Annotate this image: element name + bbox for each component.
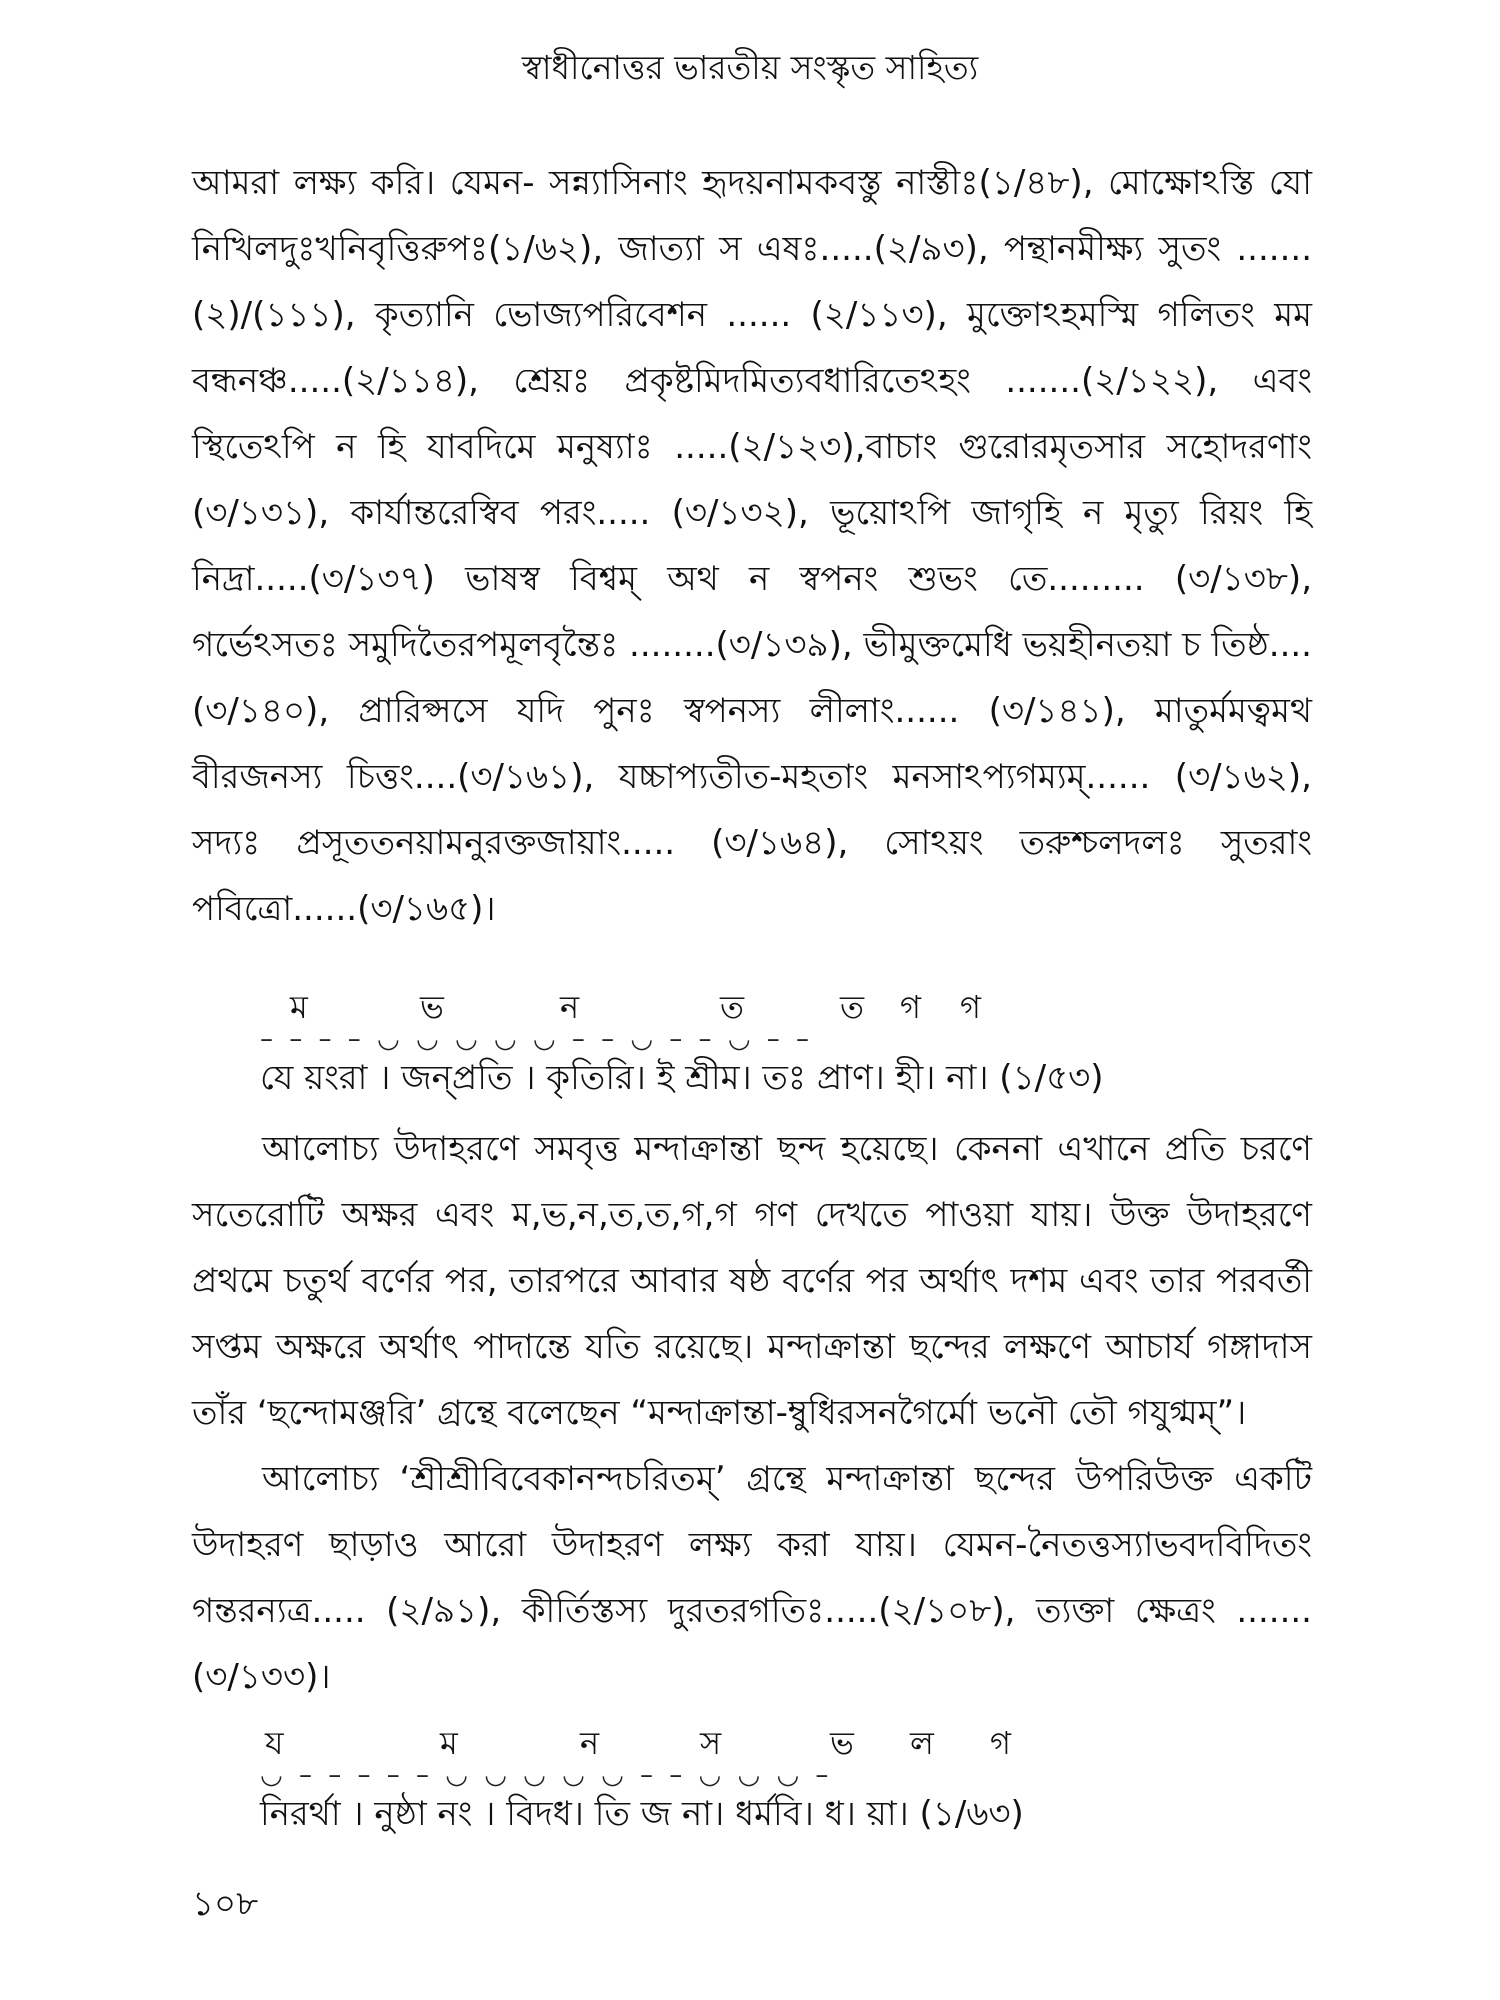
metrical-marks: – – – – ◡ ◡ ◡ ◡ ◡ – – ◡ – – ◡ – –	[260, 1024, 814, 1054]
gana-label: য	[265, 1724, 284, 1762]
running-header: স্বাধীনোত্তর ভারতীয় সংস্কৃত সাহিত্য	[521, 48, 979, 87]
gana-label: ত	[840, 988, 865, 1026]
gana-label: ভ	[830, 1724, 854, 1762]
analysis-body	[192, 1116, 1312, 1710]
gana-label: ল	[910, 1724, 934, 1762]
gana-label: গ	[960, 988, 981, 1026]
gana-labels	[260, 982, 1104, 1024]
paragraph-analysis: আলোচ্য উদাহরণে সমবৃত্ত মন্দাক্রান্তা ছন্দ হয়েছে। কেননা এখানে প্রতি চরণে সতেরোটি অক্ষর এবং ম,ভ,ন,ত,ত,গ,গ গণ দেখতে পাওয়া যায়। উক্ত উদাহরণে প্রথমে চতুর্থ বর্ণের পর, তারপরে আবার ষষ্ঠ বর্ণের পর অর্থাৎ দশম এবং তার পরবর্তী সপ্তম অক্ষরে অর্থাৎ পাদান্তে যতি রয়েছে। মন্দাক্রান্তা ছন্দের লক্ষণে আচার্য গঙ্গাদাস তাঁর ‘ছন্দোমঞ্জরি’ গ্রন্থে বলেছেন “মন্দাক্রান্তা-ম্বুধিরসনগৈর্মো ভনৌ তৌ গযুগ্মম্”।	[192, 1129, 1312, 1433]
gana-label: ন	[580, 1724, 600, 1762]
gana-label: গ	[990, 1724, 1011, 1762]
scansion-block-1	[260, 982, 1104, 1109]
scanned-verse-line: নিরর্থা । নুষ্ঠা নং । বিদধ। তি জ না। ধর্মবি। ধ। য়া। (১/৬৩)	[260, 1794, 1024, 1834]
gana-label: ম	[290, 988, 308, 1026]
gana-label: স	[700, 1724, 722, 1762]
metrical-marks: ◡ – – – – – ◡ ◡ ◡ ◡ ◡ – – ◡ ◡ ◡ –	[260, 1760, 833, 1790]
gana-label: গ	[900, 988, 921, 1026]
page-number: ১০৮	[192, 1884, 259, 1924]
paragraph-examples: আমরা লক্ষ্য করি। যেমন- সন্ন্যাসিনাং হৃদয়নামকবস্তু নাস্তীঃ(১/৪৮), মোক্ষোঽস্তি যো নিখিলদুঃখনিবৃত্তিরুপঃ(১/৬২), জাত্যা স এষঃ.....(২/৯৩), পন্থানমীক্ষ্য সুতং .......(২)/(১১১), কৃত্যানি ভোজ্যপরিবেশন ...... (২/১১৩), মুক্তোঽহমস্মি গলিতং মম বন্ধনঞ্চ.....(২/১১৪), শ্রেয়ঃ প্রকৃষ্টমিদমিত্যবধারিতেঽহং .......(২/১২২), এবং স্থিতেঽপি ন হি যাবদিমে মনুষ্যাঃ .....(২/১২৩),বাচাং গুরোরমৃতসার সহোদরণাং (৩/১৩১), কার্যান্তরেস্বিব পরং..... (৩/১৩২), ভূয়োঽপি জাগৃহি ন মৃত্যু রিয়ং হি নিদ্রা.....(৩/১৩৭) ভাষস্ব বিশ্বম্ অথ ন স্বপনং শুভং তে......... (৩/১৩৮), গর্ভেঽসতঃ সমুদিতৈরপমূলবৃন্তৈঃ ........(৩/১৩৯), ভীমুক্তমেধি ভয়হীনতয়া চ তিষ্ঠ....(৩/১৪০), প্রারিপ্সসে যদি পুনঃ স্বপনস্য লীলাং...... (৩/১৪১), মাতুর্মমত্বমথ বীরজনস্য চিত্তং....(৩/১৬১), যচ্চাপ্যতীত-মহতাং মনসাঽপ্যগম্যম্...... (৩/১৬২), সদ্যঃ প্রসূততনয়ামনুরক্তজায়াং..... (৩/১৬৪), সোঽয়ং তরুশ্চলদলঃ সুতরাং পবিত্রো......(৩/১৬৫)।	[192, 163, 1312, 929]
main-body	[192, 150, 1312, 942]
scanned-verse-line: যে য়ংরা । জন্প্রতি । কৃতিরি। ই শ্রীম। তঃ প্রাণ। হী। না। (১/৫৩)	[260, 1058, 1104, 1098]
gana-label: ম	[440, 1724, 458, 1762]
paragraph-more-examples: আলোচ্য ‘শ্রীশ্রীবিবেকানন্দচরিতম্’ গ্রন্থে মন্দাক্রান্তা ছন্দের উপরিউক্ত একটি উদাহরণ ছাড়াও আরো উদাহরণ লক্ষ্য করা যায়। যেমন-নৈতত্তস্যাভবদবিদিতং গন্তরন্যত্র..... (২/৯১), কীর্তিস্তস্য দুরতরগতিঃ.....(২/১০৮), ত্যক্তা ক্ষেত্রং .......(৩/১৩৩)।	[192, 1459, 1312, 1697]
scansion-block-2	[260, 1718, 1024, 1845]
gana-label: ত	[720, 988, 745, 1026]
gana-label: ভ	[420, 988, 444, 1026]
gana-labels	[260, 1718, 1024, 1760]
gana-label: ন	[560, 988, 580, 1026]
